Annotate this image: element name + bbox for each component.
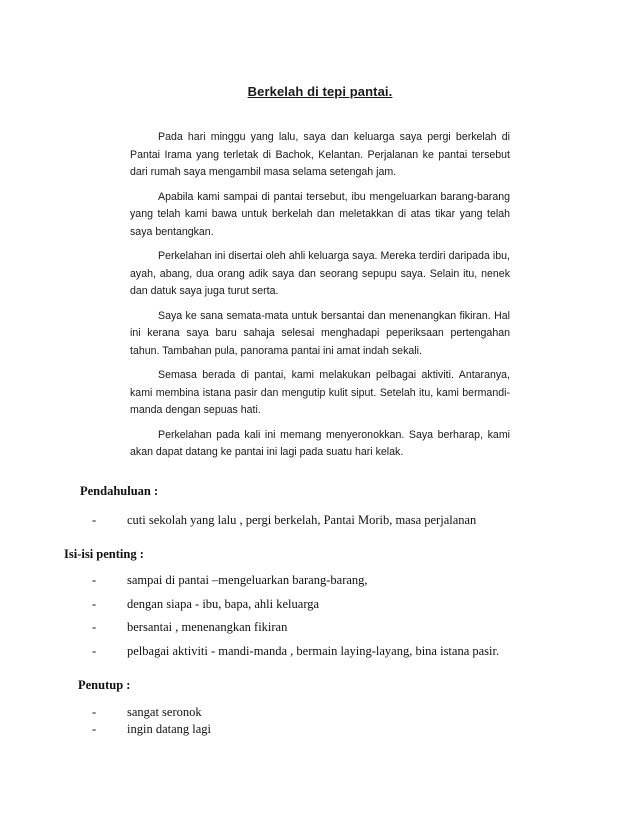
pendahuluan-list	[78, 512, 578, 528]
dash-bullet: -	[92, 573, 97, 587]
point-text: bersantai , menenangkan fikiran	[127, 620, 288, 634]
essay-image	[130, 84, 510, 469]
list-item	[92, 643, 578, 659]
point-text: cuti sekolah yang lalu , pergi berkelah, Pantai Morib, masa perjalanan	[127, 513, 477, 527]
point-text: sampai di pantai –mengeluarkan barang-barang,	[127, 573, 368, 587]
point-text: dengan siapa - ibu, bapa, ahli keluarga	[127, 596, 320, 611]
dash-bullet: -	[92, 620, 97, 634]
isi-penting-heading: Isi-isi penting :	[64, 547, 144, 561]
list-item	[92, 721, 578, 737]
essay-paragraph-5: Semasa berada di pantai, kami melakukan pelbagai aktiviti. Antaranya, kami membina istana pasir dan mengutip kulit siput. Setelah itu, kami bermandi-manda dengan sepuas hati.	[130, 369, 510, 416]
point-text: pelbagai aktiviti - mandi-manda , bermain laying-layang, bina istana pasir.	[127, 643, 500, 658]
list-item	[92, 596, 578, 612]
essay-paragraph-6: Perkelahan pada kali ini memang menyeronokkan. Saya berharap, kami akan dapat datang ke pantai ini lagi pada suatu hari kelak.	[130, 428, 510, 458]
pendahuluan-heading: Pendahuluan :	[80, 484, 159, 498]
point-text: sangat seronok	[127, 704, 202, 719]
essay-paragraph-4: Saya ke sana semata-mata untuk bersantai dan menenangkan fikiran. Hal ini kerana saya baru sahaja selesai menghadapi peperiksaan pertengahan tahun. Tambahan pula, panorama pantai ini amat indah sekali.	[130, 309, 510, 357]
essay-paragraph-2: Apabila kami sampai di pantai tersebut, ibu mengeluarkan barang-barang yang telah kami bawa untuk berkelah dan meletakkan di atas tikar yang telah saya bentangkan.	[130, 190, 510, 238]
dash-bullet: -	[92, 513, 97, 527]
penutup-list	[78, 704, 578, 737]
dash-bullet: -	[92, 721, 97, 736]
list-item	[92, 619, 578, 635]
list-item	[92, 572, 578, 588]
essay-outline	[64, 483, 578, 738]
dash-bullet: -	[92, 704, 97, 719]
point-text: ingin datang lagi	[127, 721, 212, 736]
essay-paragraph-3: Perkelahan ini disertai oleh ahli keluarga saya. Mereka terdiri daripada ibu, ayah, abang, dua orang adik saya dan seorang sepupu saya. Selain itu, nenek dan datuk saya juga turut serta.	[130, 250, 510, 297]
isi-penting-list	[78, 572, 578, 659]
essay-title: Berkelah di tepi pantai.	[247, 84, 393, 99]
list-item	[92, 704, 578, 720]
essay-paragraph-1: Pada hari minggu yang lalu, saya dan keluarga saya pergi berkelah di Pantai Irama yang terletak di Bachok, Kelantan. Perjalanan ke pantai tersebut dari rumah saya mengambil masa selama setengah jam.	[130, 131, 510, 178]
dash-bullet: -	[92, 643, 97, 658]
list-item	[92, 512, 578, 528]
penutup-heading: Penutup :	[78, 677, 131, 692]
dash-bullet: -	[92, 596, 97, 611]
